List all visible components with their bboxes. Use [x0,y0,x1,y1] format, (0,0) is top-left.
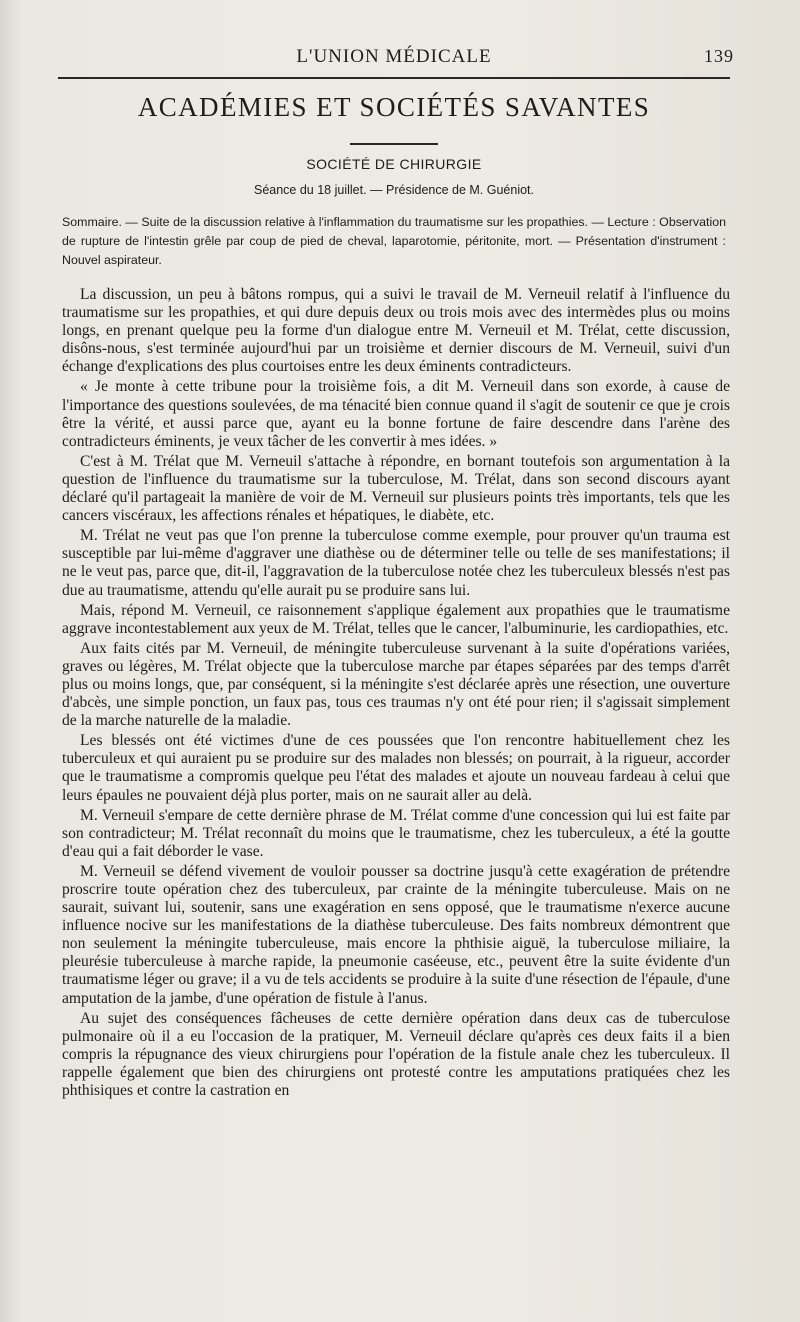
paragraph: M. Verneuil se défend vivement de vouloir pousser sa doctrine jusqu'à cette exagération de prétendre proscrire toute opération chez des tuberculeux, par crainte de la méningite tuberculeuse. Mais on ne saurait, suivant lui, soutenir, sans une exagération en sens opposé, que le traumatisme n'exerce aucune influence nocive sur les manifestations de la diathèse tuberculeuse. Des faits nombreux démontrent que non seulement la méningite tuberculeuse, mais encore la phthisie aiguë, la tuberculose miliaire, la pleurésie tuberculeuse à marche rapide, la pneumonie caséeuse, etc., peuvent être la suite évidente d'un traumatisme léger ou grave; il a vu de tels accidents se produire à la suite d'une résection de l'épaule, d'une amputation de la jambe, d'une opération de fistule à l'anus. [62,862,730,1007]
journal-title: L'UNION MÉDICALE [296,46,492,67]
paragraph: Mais, répond M. Verneuil, ce raisonnement s'applique également aux propathies que le traumatisme aggrave incontestablement aux yeux de M. Trélat, telles que le cancer, l'albuminurie, les cardiopathies, etc. [62,601,730,637]
article-body [62,286,730,1100]
running-head [58,36,734,76]
section-divider [350,143,438,145]
paragraph: Au sujet des conséquences fâcheuses de cette dernière opération dans deux cas de tuberculose pulmonaire où il a eu l'occasion de la pratiquer, M. Verneuil déclare qu'après ces deux faits il a bien compris la répugnance des vieux chirurgiens pour l'opération de la fistule anale chez les tuberculeux. Il rappelle également que bien des chirurgiens ont protesté contre les amputations pratiquées chez les phthisiques et contre la castration en [62,1009,730,1100]
paragraph: « Je monte à cette tribune pour la troisième fois, a dit M. Verneuil dans son exorde, à cause de l'importance des questions soulevées, de ma ténacité bien connue quand il s'agit de soutenir ce que je crois être la vérité, et aussi parce que, ayant eu la bonne fortune de faire descendre dans l'arène des contradicteurs éminents, je veux tâcher de les convertir à mes idées. » [62,378,730,450]
header-rule [58,77,730,79]
paragraph: Aux faits cités par M. Verneuil, de méningite tuberculeuse survenant à la suite d'opérations variées, graves ou légères, M. Trélat objecte que la tuberculose marche par étapes séparées par des temps d'arrêt plus ou moins longs, que, par conséquent, si la méningite s'est déclarée après une résection, une ouverture d'abcès, une simple ponction, un faux pas, tous ces traumas n'y ont été pour rien; il s'agissait simplement de la marche naturelle de la maladie. [62,639,730,730]
paragraph: M. Trélat ne veut pas que l'on prenne la tuberculose comme exemple, pour prouver qu'un trauma est susceptible par lui-même d'aggraver une diathèse ou de déterminer telle ou telle de ses manifestations; il ne le veut pas, parce que, dit-il, l'aggravation de la tuberculose notée chez les tuberculeux blessés n'est pas due au traumatisme, attendu qu'elle aurait pu se produire sans lui. [62,527,730,599]
paragraph: La discussion, un peu à bâtons rompus, qui a suivi le travail de M. Verneuil relatif à l'influence du traumatisme sur les propathies, et qui dure depuis deux ou trois mois avec des intermèdes plus ou moins longs, en prenant quelque peu la forme d'un dialogue entre M. Verneuil et M. Trélat, cette discussion, disôns-nous, s'est terminée aujourd'hui par un troisième et dernier discours de M. Verneuil, suivi d'un échange d'explications des plus courtoises entre les deux éminents contradicteurs. [62,286,730,376]
paragraph: Les blessés ont été victimes d'une de ces poussées que l'on rencontre habituellement chez les tuberculeux et qui auraient pu se produire sur des malades non blessés; on pourrait, à la rigueur, accorder que le traumatisme a compromis quelque peu l'état des malades et ajoute un nouveau fardeau à celui que leurs épaules ne pouvaient déjà plus porter, mais on ne saurait aller au delà. [62,732,730,804]
section-title: ACADÉMIES ET SOCIÉTÉS SAVANTES [137,92,651,122]
session-line: Séance du 18 juillet. — Présidence de M. Guéniot. [253,183,535,197]
paragraph: C'est à M. Trélat que M. Verneuil s'attache à répondre, en bornant toutefois son argumentation à la question de l'influence du traumatisme sur la tuberculose, M. Trélat, dans son second discours ayant déclaré qu'il partageait la manière de voir de M. Verneuil sur plusieurs points très importants, tels que les cancers viscéraux, les affections rénales et hépatiques, le diabète, etc. [62,452,730,525]
page-number: 139 [704,46,734,66]
paragraph: M. Verneuil s'empare de cette dernière phrase de M. Trélat comme d'une concession qui lui est faite par son contradicteur; M. Trélat reconnaît du moins que le traumatisme, chez les tuberculeux, a été la goutte d'eau qui a fait déborder le vase. [62,806,730,860]
summary: Sommaire. — Suite de la discussion relative à l'inflammation du traumatisme sur les propathies. — Lecture : Observation de rupture de l'intestin grêle par coup de pied de cheval, laparotomie, péritonite, mort. — Présentation d'instrument : Nouvel aspirateur. [62,215,726,267]
society-heading: SOCIÉTÉ DE CHIRURGIE [306,156,482,172]
